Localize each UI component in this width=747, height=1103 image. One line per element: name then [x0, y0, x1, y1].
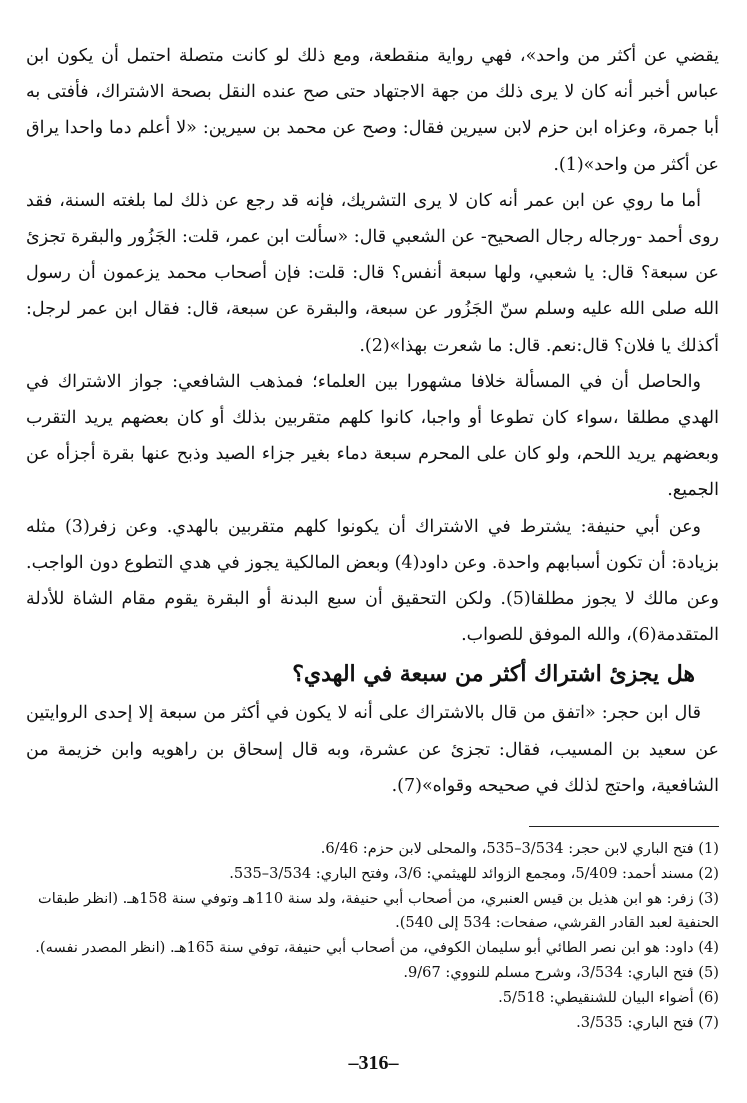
page-number: –316– — [348, 1052, 399, 1074]
footnotes — [26, 837, 719, 1035]
paragraph-5: قال ابن حجر: «اتفق من قال بالاشتراك على أنه لا يكون في أكثر من سبعة إلا إحدى الروايتين عن سعيد بن المسيب، فقال: تجزئ عن عشرة، وبه قال إسحاق بن راهويه وابن خزيمة من الشافعية، واحتج لذلك في صحيحه وقواه»(7). — [26, 703, 719, 796]
paragraph-2: أما ما روي عن ابن عمر أنه كان لا يرى التشريك، فإنه قد رجع عن ذلك لما بلغته السنة، فقد روى أحمد -ورجاله رجال الصحيح- عن الشعبي قال: «سألت ابن عمر، قلت: الجَزُور والبقرة تجزئ عن سبعة؟ قال: يا شعبي، ولها سبعة أنفس؟ قال: قلت: فإن أصحاب محمد يزعمون أن رسول الله صلى الله عليه وسلم سنّ الجَزُور عن سبعة، والبقرة عن سبعة، قال: فقال ابن عمر لرجل: أكذلك يا فلان؟ قال:نعم. قال: ما شعرت بهذا»(2). — [26, 190, 719, 356]
footnote-5: (5) فتح الباري: 3/534، وشرح مسلم للنووي: 9/67. — [403, 964, 719, 982]
section-heading: هل يجزئ اشتراك أكثر من سبعة في الهدي؟ — [292, 661, 695, 688]
paragraph-4: وعن أبي حنيفة: يشترط في الاشتراك أن يكونوا كلهم متقربين بالهدي. وعن زفر(3) مثله بزيادة: أن تكون أسبابهم واحدة. وعن داود(4) وبعض المالكية يجوز في هدي التطوع دون الواجب. وعن مالك لا يجوز مطلقا(5). ولكن التحقيق أن سبع البدنة أو البقرة يقوم مقام الشاة للأدلة المتقدمة(6)، والله الموفق للصواب. — [26, 516, 719, 646]
main-text — [26, 38, 719, 804]
paragraph-1: يقضي عن أكثر من واحد»، فهي رواية منقطعة، ومع ذلك لو كانت متصلة احتمل أن يكون ابن عباس أخبر أنه كان لا يرى ذلك من جهة الاجتهاد حتى صح عنده النقل بصحة الاشتراك، فأفتى به أبا جمرة، وعزاه ابن حزم لابن سيرين فقال: وصح عن محمد بن سيرين: «لا أعلم دما واحدا يراق عن أكثر من واحد»(1). — [26, 46, 719, 175]
footnote-7: (7) فتح الباري: 3/535. — [576, 1013, 719, 1031]
footnote-6: (6) أضواء البيان للشنقيطي: 5/518. — [498, 988, 719, 1006]
footnote-4: (4) داود: هو ابن نصر الطائي أبو سليمان الكوفي، من أصحاب أبي حنيفة، توفي سنة 165هـ. (انظر المصدر نفسه). — [35, 939, 719, 957]
footnote-3: (3) زفر: هو ابن هذيل بن قيس العنبري، من أصحاب أبي حنيفة، ولد سنة 110هـ وتوفي سنة 158هـ. (انظر طبقات الحنفية لعبد القادر القرشي، صفحات: 534 إلى 540). — [37, 889, 719, 932]
paragraph-3: والحاصل أن في المسألة خلافا مشهورا بين العلماء؛ فمذهب الشافعي: جواز الاشتراك في الهدي مطلقا ،سواء كان تطوعا أو واجبا، كانوا كلهم متقربين بذلك أو كان بعضهم يريد التقرب وبعضهم يريد اللحم، ولو كان على المحرم سبعة دماء بغير جزاء الصيد وذبح عنها بقرة أجزأه عن الجميع. — [26, 371, 719, 501]
footnote-divider — [529, 826, 719, 827]
footnote-2: (2) مسند أحمد: 5/409، ومجمع الزوائد للهيثمي: 3/6، وفتح الباري: 3/534–535. — [229, 864, 719, 882]
footnote-1: (1) فتح الباري لابن حجر: 3/534–535، والمحلى لابن حزم: 6/46. — [320, 840, 719, 858]
